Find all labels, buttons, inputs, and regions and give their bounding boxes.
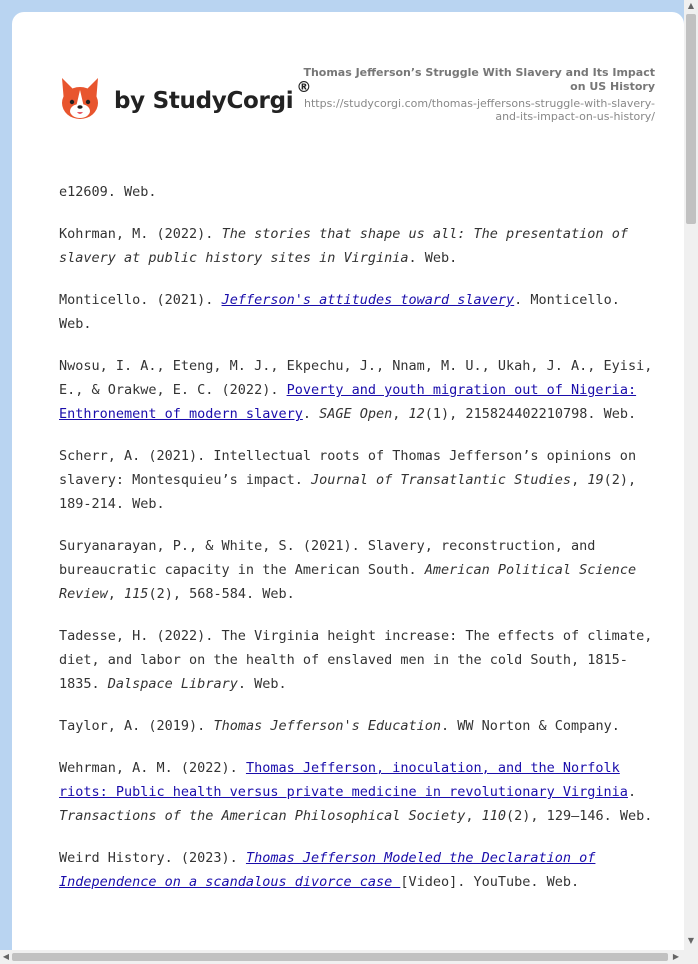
reference-item: Taylor, A. (2019). Thomas Jefferson's Education. WW Norton & Company. xyxy=(59,718,620,734)
reference-item: Scherr, A. (2021). Intellectual roots of Thomas Jefferson’s opinions on slavery: Montesquieu’s impact. Journal of Transatlantic Studies, 19(2), 189-214. Web. xyxy=(59,448,637,512)
horizontal-scrollbar-thumb[interactable] xyxy=(12,953,668,961)
registered-mark: ® xyxy=(296,78,312,96)
corgi-icon xyxy=(60,76,100,120)
reference-item: Monticello. (2021). Jefferson's attitudes toward slavery. Monticello. Web. xyxy=(59,292,620,332)
reference-item: Suryanarayan, P., & White, S. (2021). Slavery, reconstruction, and bureaucratic capacity in the American South. American Political Science Review, 115(2), 568-584. Web. xyxy=(59,538,637,602)
scrollbar-thumb[interactable] xyxy=(686,14,696,224)
references-list xyxy=(59,180,655,912)
reference-item: Kohrman, M. (2022). The stories that shape us all: The presentation of slavery at public history sites in Virginia. Web. xyxy=(59,226,628,266)
reference-link[interactable]: Jefferson's attitudes toward slavery xyxy=(221,292,515,308)
vertical-scrollbar[interactable] xyxy=(684,0,698,950)
document-header xyxy=(295,66,655,123)
document-title: Thomas Jefferson’s Struggle With Slavery and Its Impact on US History xyxy=(303,66,655,93)
reference-item: e12609. Web. xyxy=(59,184,157,200)
document-page xyxy=(12,12,684,964)
reference-item: Nwosu, I. A., Eteng, M. J., Ekpechu, J., Nnam, M. U., Ukah, J. A., Eyisi, E., & Orakwe, E. C. (2022). Poverty and youth migration out of Nigeria: Enthronement of modern slavery. SAGE Open, 12(1), 215824402210798. Web. xyxy=(59,358,653,422)
reference-item: Weird History. (2023). Thomas Jefferson Modeled the Declaration of Independence on a scandalous divorce case [Video]. YouTube. Web. xyxy=(59,850,596,890)
reference-item: Wehrman, A. M. (2022). Thomas Jefferson, inoculation, and the Norfolk riots: Public health versus private medicine in revolutionary Virginia. Transactions of the American Philosophical Society, 110(2), 129–146. Web. xyxy=(59,760,653,824)
reference-link[interactable]: Thomas Jefferson, inoculation, and the Norfolk riots: Public health versus private medicine in revolutionary Virginia xyxy=(59,760,628,800)
document-url[interactable]: https://studycorgi.com/thomas-jeffersons-struggle-with-slavery-and-its-impact-on-us-history/ xyxy=(304,97,655,123)
journal-volume: 19 xyxy=(587,472,604,488)
studycorgi-logo[interactable] xyxy=(60,76,311,120)
scroll-left-arrow-icon[interactable]: ◀ xyxy=(2,952,10,961)
journal-volume: 12 xyxy=(408,406,425,422)
reference-link[interactable]: Poverty and youth migration out of Nigeria: Enthronement of modern slavery xyxy=(59,382,637,422)
journal-name: SAGE Open xyxy=(319,406,393,422)
reference-item: Tadesse, H. (2022). The Virginia height increase: The effects of climate, diet, and labor on the health of enslaved men in the cold South, 1815-1835. Dalspace Library. Web. xyxy=(59,628,653,692)
journal-name: Dalspace Library xyxy=(107,676,238,692)
journal-name: American Political Science Review xyxy=(59,562,637,602)
logo-text: by StudyCorgi® xyxy=(114,78,312,114)
reference-title: Thomas Jefferson's Education xyxy=(213,718,442,734)
journal-volume: 115 xyxy=(124,586,149,602)
reference-link[interactable]: Thomas Jefferson Modeled the Declaration of Independence on a scandalous divorce case xyxy=(59,850,596,890)
horizontal-scrollbar[interactable] xyxy=(0,950,698,964)
scroll-up-arrow-icon[interactable]: ▲ xyxy=(687,1,695,10)
journal-name: Journal of Transatlantic Studies xyxy=(310,472,572,488)
journal-name: Transactions of the American Philosophical Society xyxy=(59,808,466,824)
scroll-right-arrow-icon[interactable]: ▶ xyxy=(672,952,680,961)
journal-volume: 110 xyxy=(481,808,507,824)
reference-title: The stories that shape us all: The presentation of slavery at public history sites in Virginia xyxy=(59,226,628,266)
scroll-down-arrow-icon[interactable]: ▼ xyxy=(687,936,695,945)
